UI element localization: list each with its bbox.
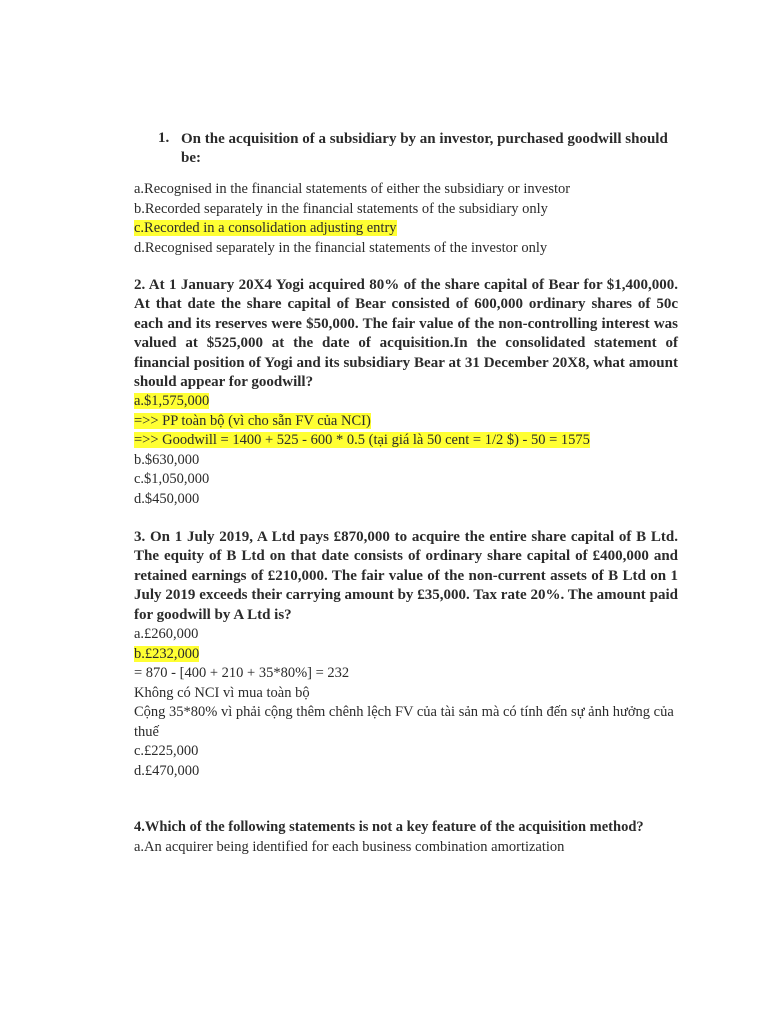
question-1-number: 1. xyxy=(158,130,170,146)
question-1 xyxy=(158,130,678,168)
option-2d: d.$450,000 xyxy=(134,490,200,507)
question-2 xyxy=(134,276,678,509)
option-1b: b.Recorded separately in the financial statements of the subsidiary only xyxy=(134,200,548,217)
option-1c-highlighted: c.Recorded in a consolidation adjusting entry xyxy=(134,220,397,236)
question-2-answer-highlighted: a.$1,575,000 xyxy=(134,393,210,410)
question-3 xyxy=(134,528,678,781)
question-3-calculation: = 870 - [400 + 210 + 35*80%] = 232 xyxy=(134,665,350,682)
option-4a: a.An acquirer being identified for each business combination amortization xyxy=(134,838,565,855)
question-2-note-1: =>> PP toàn bộ (vì cho sẵn FV của NCI) xyxy=(134,412,371,429)
question-3-text: 3. On 1 July 2019, A Ltd pays £870,000 to acquire the entire share capital of B Ltd. The equity of B Ltd on that date consists of ordinary share capital of £400,000 and retained earnings of £210,000. The fair value of the non-current assets of B Ltd on 1 July 2019 exceeds their carrying amount by £35,000. Tax rate 20%. The amount paid for goodwill by A Ltd is? xyxy=(134,529,678,623)
option-2c: c.$1,050,000 xyxy=(134,471,210,488)
question-4 xyxy=(134,818,678,857)
question-4-text: 4.Which of the following statements is not a key feature of the acquisition method? xyxy=(134,819,644,835)
question-3-answer-highlighted: b.£232,000 xyxy=(134,645,200,662)
option-3c: c.£225,000 xyxy=(134,743,199,760)
question-1-text: On the acquisition of a subsidiary by an investor, purchased goodwill should be: xyxy=(181,131,668,166)
question-3-note-1: Không có NCI vì mua toàn bộ xyxy=(134,684,310,701)
question-1-options xyxy=(134,180,678,258)
question-3-note-2: Cộng 35*80% vì phải cộng thêm chênh lệch FV của tài sản mà có tính đến sự ảnh hưởng của thuế xyxy=(134,704,674,740)
option-2b: b.$630,000 xyxy=(134,451,200,468)
question-2-note-2: =>> Goodwill = 1400 + 525 - 600 * 0.5 (tại giá là 50 cent = 1/2 $) - 50 = 1575 xyxy=(134,432,590,449)
option-3d: d.£470,000 xyxy=(134,762,200,779)
option-3a: a.£260,000 xyxy=(134,626,199,643)
option-1d: d.Recognised separately in the financial statements of the investor only xyxy=(134,239,548,256)
question-2-text: 2. At 1 January 20X4 Yogi acquired 80% of the share capital of Bear for $1,400,000. At that date the share capital of Bear consisted of 600,000 ordinary shares of 50c each and its reserves were $50,000. The fair value of the non-controlling interest was valued at $525,000 at the date of acquisition.In the consolidated statement of financial position of Yogi and its subsidiary Bear at 31 December 20X8, what amount should appear for goodwill? xyxy=(134,277,678,391)
option-1a: a.Recognised in the financial statements of either the subsidiary or investor xyxy=(134,181,571,197)
